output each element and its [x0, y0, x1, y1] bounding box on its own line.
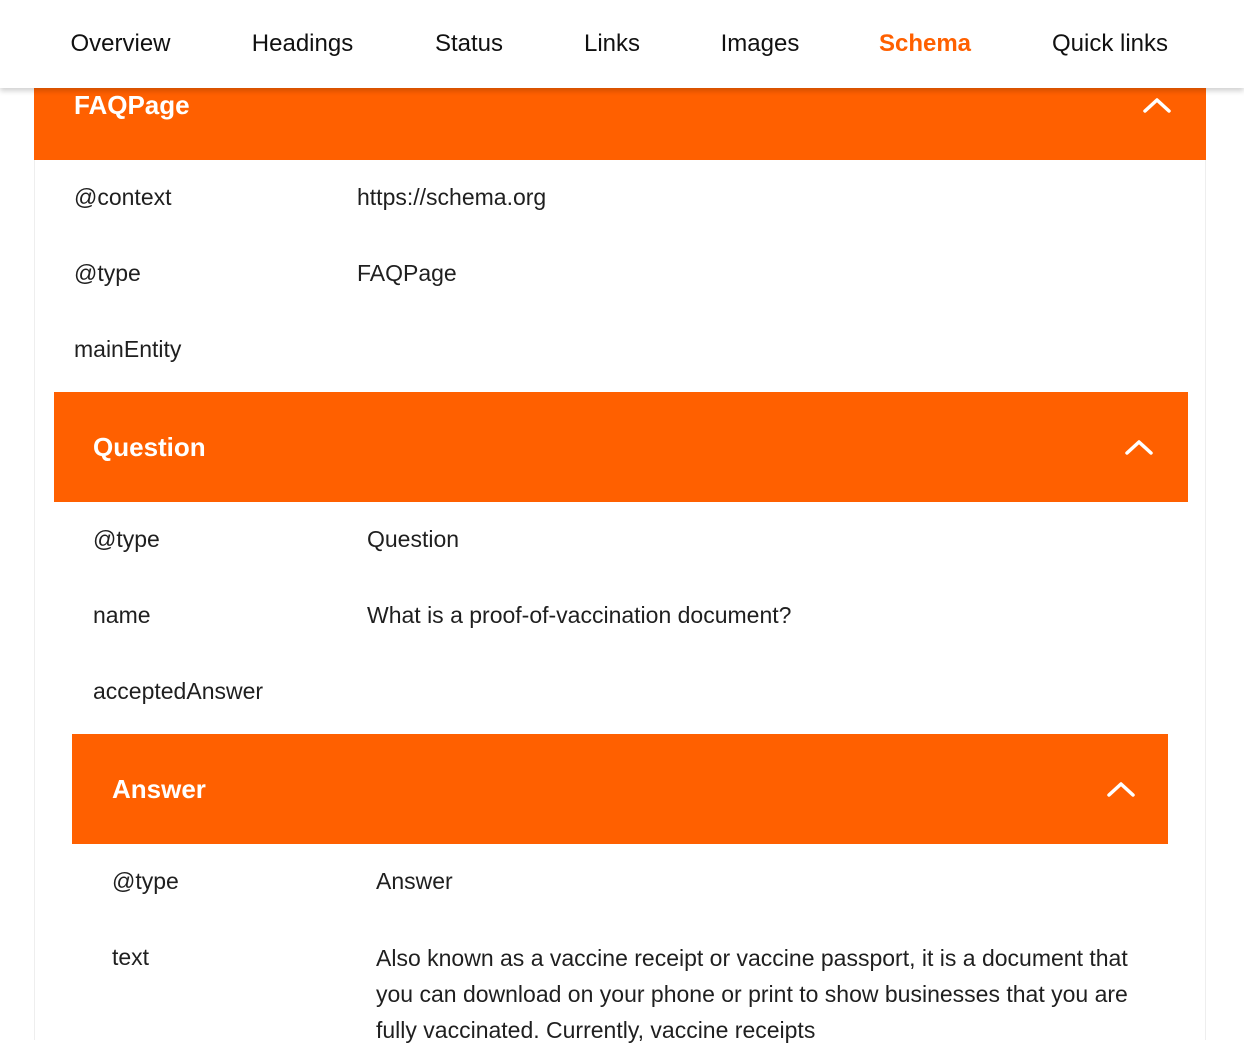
- question-value-name: What is a proof-of-vaccination document?: [367, 602, 792, 628]
- faqpage-key-mainentity: mainEntity: [74, 336, 182, 362]
- faqpage-value-context: https://schema.org: [357, 184, 547, 210]
- faqpage-key-context: @context: [74, 184, 172, 210]
- answer-value-type: Answer: [376, 868, 453, 894]
- question-key-name: name: [93, 602, 151, 628]
- tab-status[interactable]: Status: [434, 30, 504, 57]
- faqpage-header[interactable]: [34, 80, 1206, 160]
- schema-panel: [34, 80, 1206, 1040]
- tab-schema[interactable]: Schema: [840, 0, 1010, 88]
- tab-overview[interactable]: Overview: [70, 30, 171, 57]
- question-value-type: Question: [367, 526, 460, 552]
- faqpage-value-type: FAQPage: [357, 260, 457, 286]
- tab-images[interactable]: Images: [720, 30, 800, 57]
- answer-key-type: @type: [112, 868, 179, 894]
- chevron-up-icon[interactable]: [1142, 95, 1172, 115]
- tab-quick-links[interactable]: Quick links: [1051, 30, 1169, 57]
- top-navigation: [0, 0, 1244, 88]
- question-key-accepted-answer: acceptedAnswer: [93, 678, 264, 704]
- answer-value-text: Also known as a vaccine receipt or vaccine passport, it is a document that you can download on your phone or print to show businesses that you are fully vaccinated. Currently, vaccine receipts: [376, 945, 1128, 1043]
- tab-headings[interactable]: Headings: [251, 30, 354, 57]
- question-key-type: @type: [93, 526, 160, 552]
- question-title: Question: [93, 431, 206, 462]
- tab-links[interactable]: Links: [583, 30, 641, 57]
- answer-title: Answer: [112, 773, 206, 804]
- chevron-up-icon[interactable]: [1124, 437, 1154, 457]
- question-header[interactable]: [54, 392, 1188, 502]
- answer-header[interactable]: [72, 734, 1168, 844]
- faqpage-title: FAQPage: [74, 89, 190, 120]
- faqpage-key-type: @type: [74, 260, 141, 286]
- answer-key-text: text: [112, 944, 150, 970]
- chevron-up-icon[interactable]: [1106, 779, 1136, 799]
